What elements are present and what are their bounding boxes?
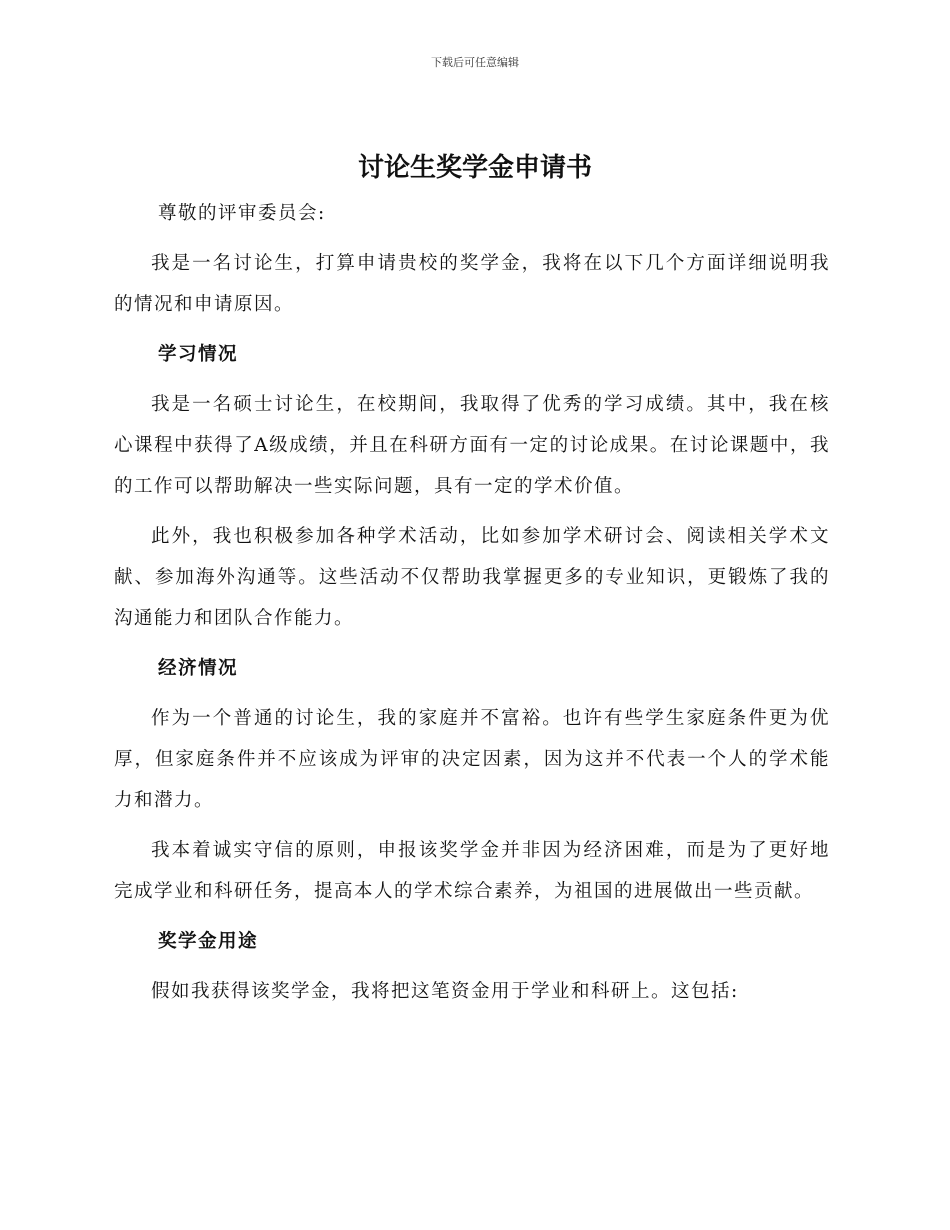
section-heading-usage: 奖学金用途	[158, 931, 259, 952]
study-paragraph-2: 此外，我也积极参加各种学术活动，比如参加学术研讨会、阅读相关学术文献、参加海外沟通等。这些活动不仅帮助我掌握更多的专业知识，更锻炼了我的沟通能力和团队合作能力。	[114, 526, 830, 629]
section-economy	[114, 648, 830, 912]
study-paragraph-1: 我是一名硕士讨论生，在校期间，我取得了优秀的学习成绩。其中，我在核心课程中获得了A级成绩，并且在科研方面有一定的讨论成果。在讨论课题中，我的工作可以帮助解决一些实际问题，具有一定的学术价值。	[114, 394, 830, 497]
section-study	[114, 334, 830, 639]
intro-paragraph: 我是一名讨论生，打算申请贵校的奖学金，我将在以下几个方面详细说明我的情况和申请原因。	[114, 253, 830, 315]
page-header: 下载后可任意编辑	[431, 56, 519, 69]
salutation: 尊敬的评审委员会:	[158, 203, 326, 224]
section-heading-economy: 经济情况	[158, 658, 239, 679]
economy-paragraph-2: 我本着诚实守信的原则，申报该奖学金并非因为经济困难，而是为了更好地完成学业和科研任务，提高本人的学术综合素养，为祖国的进展做出一些贡献。	[114, 840, 830, 902]
usage-paragraph-1: 假如我获得该奖学金，我将把这笔资金用于学业和科研上。这包括:	[151, 981, 739, 1002]
economy-paragraph-1: 作为一个普通的讨论生，我的家庭并不富裕。也许有些学生家庭条件更为优厚，但家庭条件并不应该成为评审的决定因素，因为这并不代表一个人的学术能力和潜力。	[114, 708, 830, 811]
section-heading-study: 学习情况	[158, 344, 239, 365]
section-usage	[114, 921, 830, 1012]
document-title: 讨论生奖学金申请书	[357, 153, 592, 183]
document-body	[114, 193, 830, 1021]
